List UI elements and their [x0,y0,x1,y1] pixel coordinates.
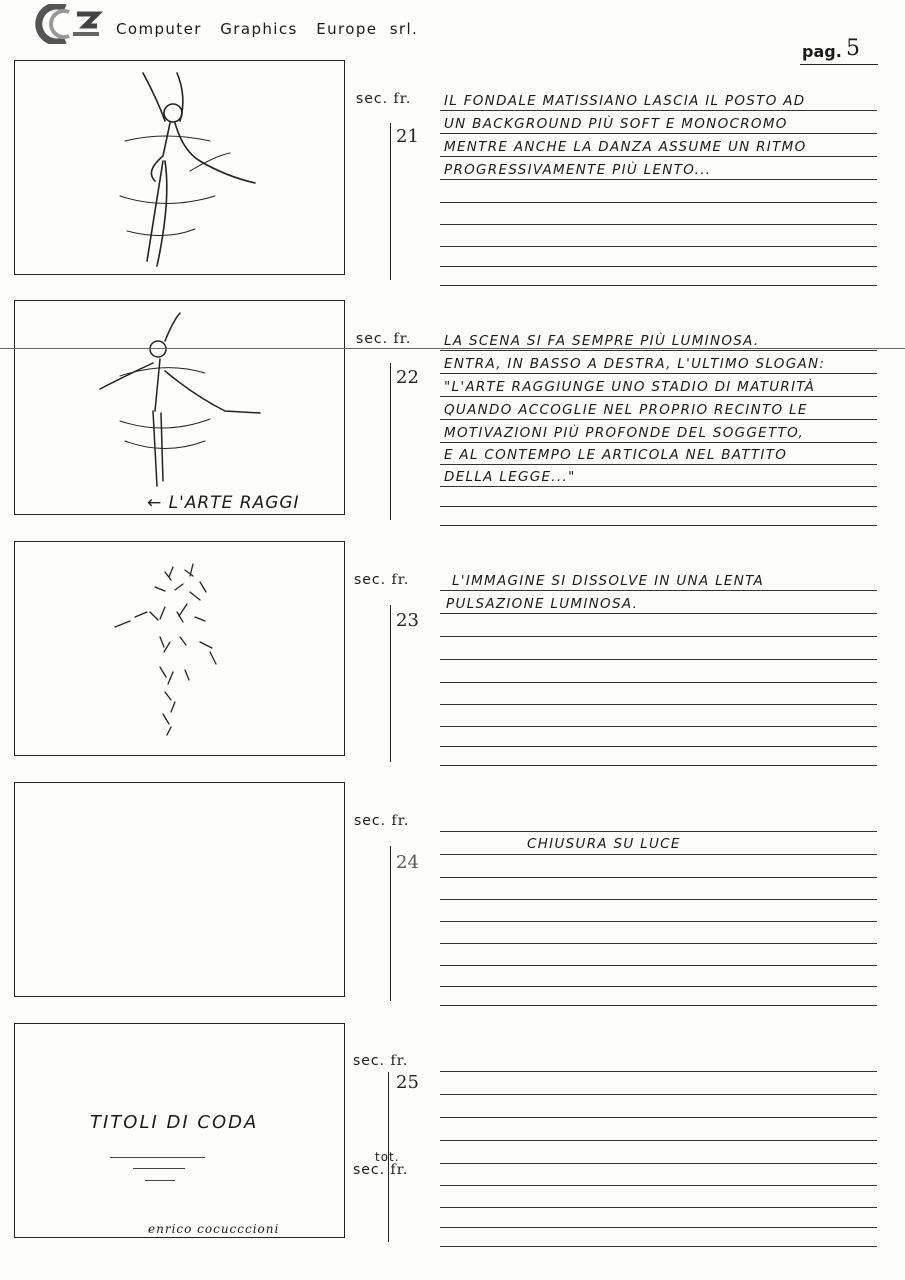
writing-line [440,419,877,420]
writing-line [440,246,877,247]
scene-3-text-line-1: L'IMMAGINE SI DISSOLVE IN UNA LENTA [452,573,764,589]
writing-line [440,1117,877,1118]
scene-3-text-line-2: PULSAZIONE LUMINOSA. [446,596,639,612]
writing-line [440,659,877,660]
writing-line [440,266,877,267]
writing-line [440,373,877,374]
scene-2-text-line-5: MOTIVAZIONI PIÙ PROFONDE DEL SOGGETTO, [444,425,805,441]
writing-line [440,350,877,351]
writing-line [440,1005,877,1006]
tot-label: tot. [375,1150,400,1164]
scene-2-text-line-6: E AL CONTEMPO LE ARTICOLA NEL BATTITO [444,447,788,463]
writing-line [440,590,877,591]
writing-line [440,1163,877,1164]
writing-line [440,464,877,465]
writing-line [440,396,877,397]
writing-line [440,156,877,157]
frame-divider-3 [390,605,391,762]
writing-line [440,202,877,203]
frame-divider-1 [390,123,391,280]
storyboard-frame-1 [14,60,345,275]
writing-line [440,765,877,766]
writing-line [440,682,877,683]
writing-line [440,224,877,225]
writing-line [440,179,877,180]
title-rule [145,1180,175,1181]
scene-2-text-line-3: "L'ARTE RAGGIUNGE UNO STADIO DI MATURITÀ [444,379,816,395]
author-signature: enrico cocucccioni [148,1222,280,1236]
frame-divider-2 [390,363,391,520]
frame-divider-4 [390,846,391,1001]
storyboard-frame-4 [14,782,345,997]
sec-fr-label-5: sec. fr. [353,1053,409,1069]
scene-1-text-line-4: PROGRESSIVAMENTE PIÙ LENTO... [444,162,712,178]
scene-2-text-line-7: DELLA LEGGE..." [444,469,576,485]
writing-line [440,899,877,900]
writing-line [440,285,877,286]
sec-fr-label-total: sec. fr. [353,1162,409,1178]
frame-number-4: 24 [396,852,419,873]
writing-line [440,1094,877,1095]
company-logo [25,4,105,44]
writing-line [440,1185,877,1186]
scene-2-text-line-1: LA SCENA SI FA SEMPRE PIÙ LUMINOSA. [444,333,760,349]
frame-number-2: 22 [396,367,419,388]
storyboard-frame-2 [14,300,345,515]
storyboard-frame-3 [14,541,345,756]
writing-line [440,110,877,111]
writing-line [440,613,877,614]
writing-line [440,506,877,507]
title-rule [133,1168,185,1169]
writing-line [440,921,877,922]
writing-line [440,986,877,987]
writing-line [440,943,877,944]
writing-line [440,831,877,832]
scene-2-text-line-2: ENTRA, IN BASSO A DESTRA, L'ULTIMO SLOGAN: [444,356,826,372]
writing-line [440,133,877,134]
page-number: 5 [846,36,860,61]
frame-number-1: 21 [396,126,419,147]
company-name: Computer Graphics Europe srl. [116,20,419,38]
end-titles-caption: TITOLI DI CODA [90,1112,259,1133]
writing-line [440,1140,877,1141]
sec-fr-label-3: sec. fr. [354,572,410,588]
scene-1-text-line-1: IL FONDALE MATISSIANO LASCIA IL POSTO AD [444,93,806,109]
dancer-sketch-icon [15,61,346,276]
scene-1-text-line-2: UN BACKGROUND PIÙ SOFT E MONOCROMO [444,116,788,132]
writing-line [440,636,877,637]
writing-line [440,1207,877,1208]
scene-1-text-line-3: MENTRE ANCHE LA DANZA ASSUME UN RITMO [444,139,807,155]
writing-line [440,1071,877,1072]
writing-line [440,525,877,526]
writing-line [440,726,877,727]
sec-fr-label-1: sec. fr. [356,91,412,107]
dissolving-dancer-sketch-icon [15,542,346,757]
writing-line [440,877,877,878]
header-rule [800,64,878,65]
scene-4-text-line-1: CHIUSURA SU LUCE [527,836,681,852]
writing-line [440,965,877,966]
storyboard-frame-5 [14,1023,345,1238]
writing-line [440,746,877,747]
title-rule [110,1157,205,1158]
frame-caption-slogan: ← L'ARTE RAGGI [147,493,300,513]
writing-line [440,1227,877,1228]
sec-fr-label-4: sec. fr. [354,813,410,829]
writing-line [440,854,877,855]
page-label: pag. [802,42,842,61]
scene-2-text-line-4: QUANDO ACCOGLIE NEL PROPRIO RECINTO LE [444,402,808,418]
frame-number-5: 25 [396,1072,419,1093]
writing-line [440,442,877,443]
writing-line [440,1246,877,1247]
writing-line [440,486,877,487]
writing-line [440,704,877,705]
frame-number-3: 23 [396,610,419,631]
sec-fr-label-2: sec. fr. [356,331,412,347]
dancer-sketch-icon [15,301,346,516]
